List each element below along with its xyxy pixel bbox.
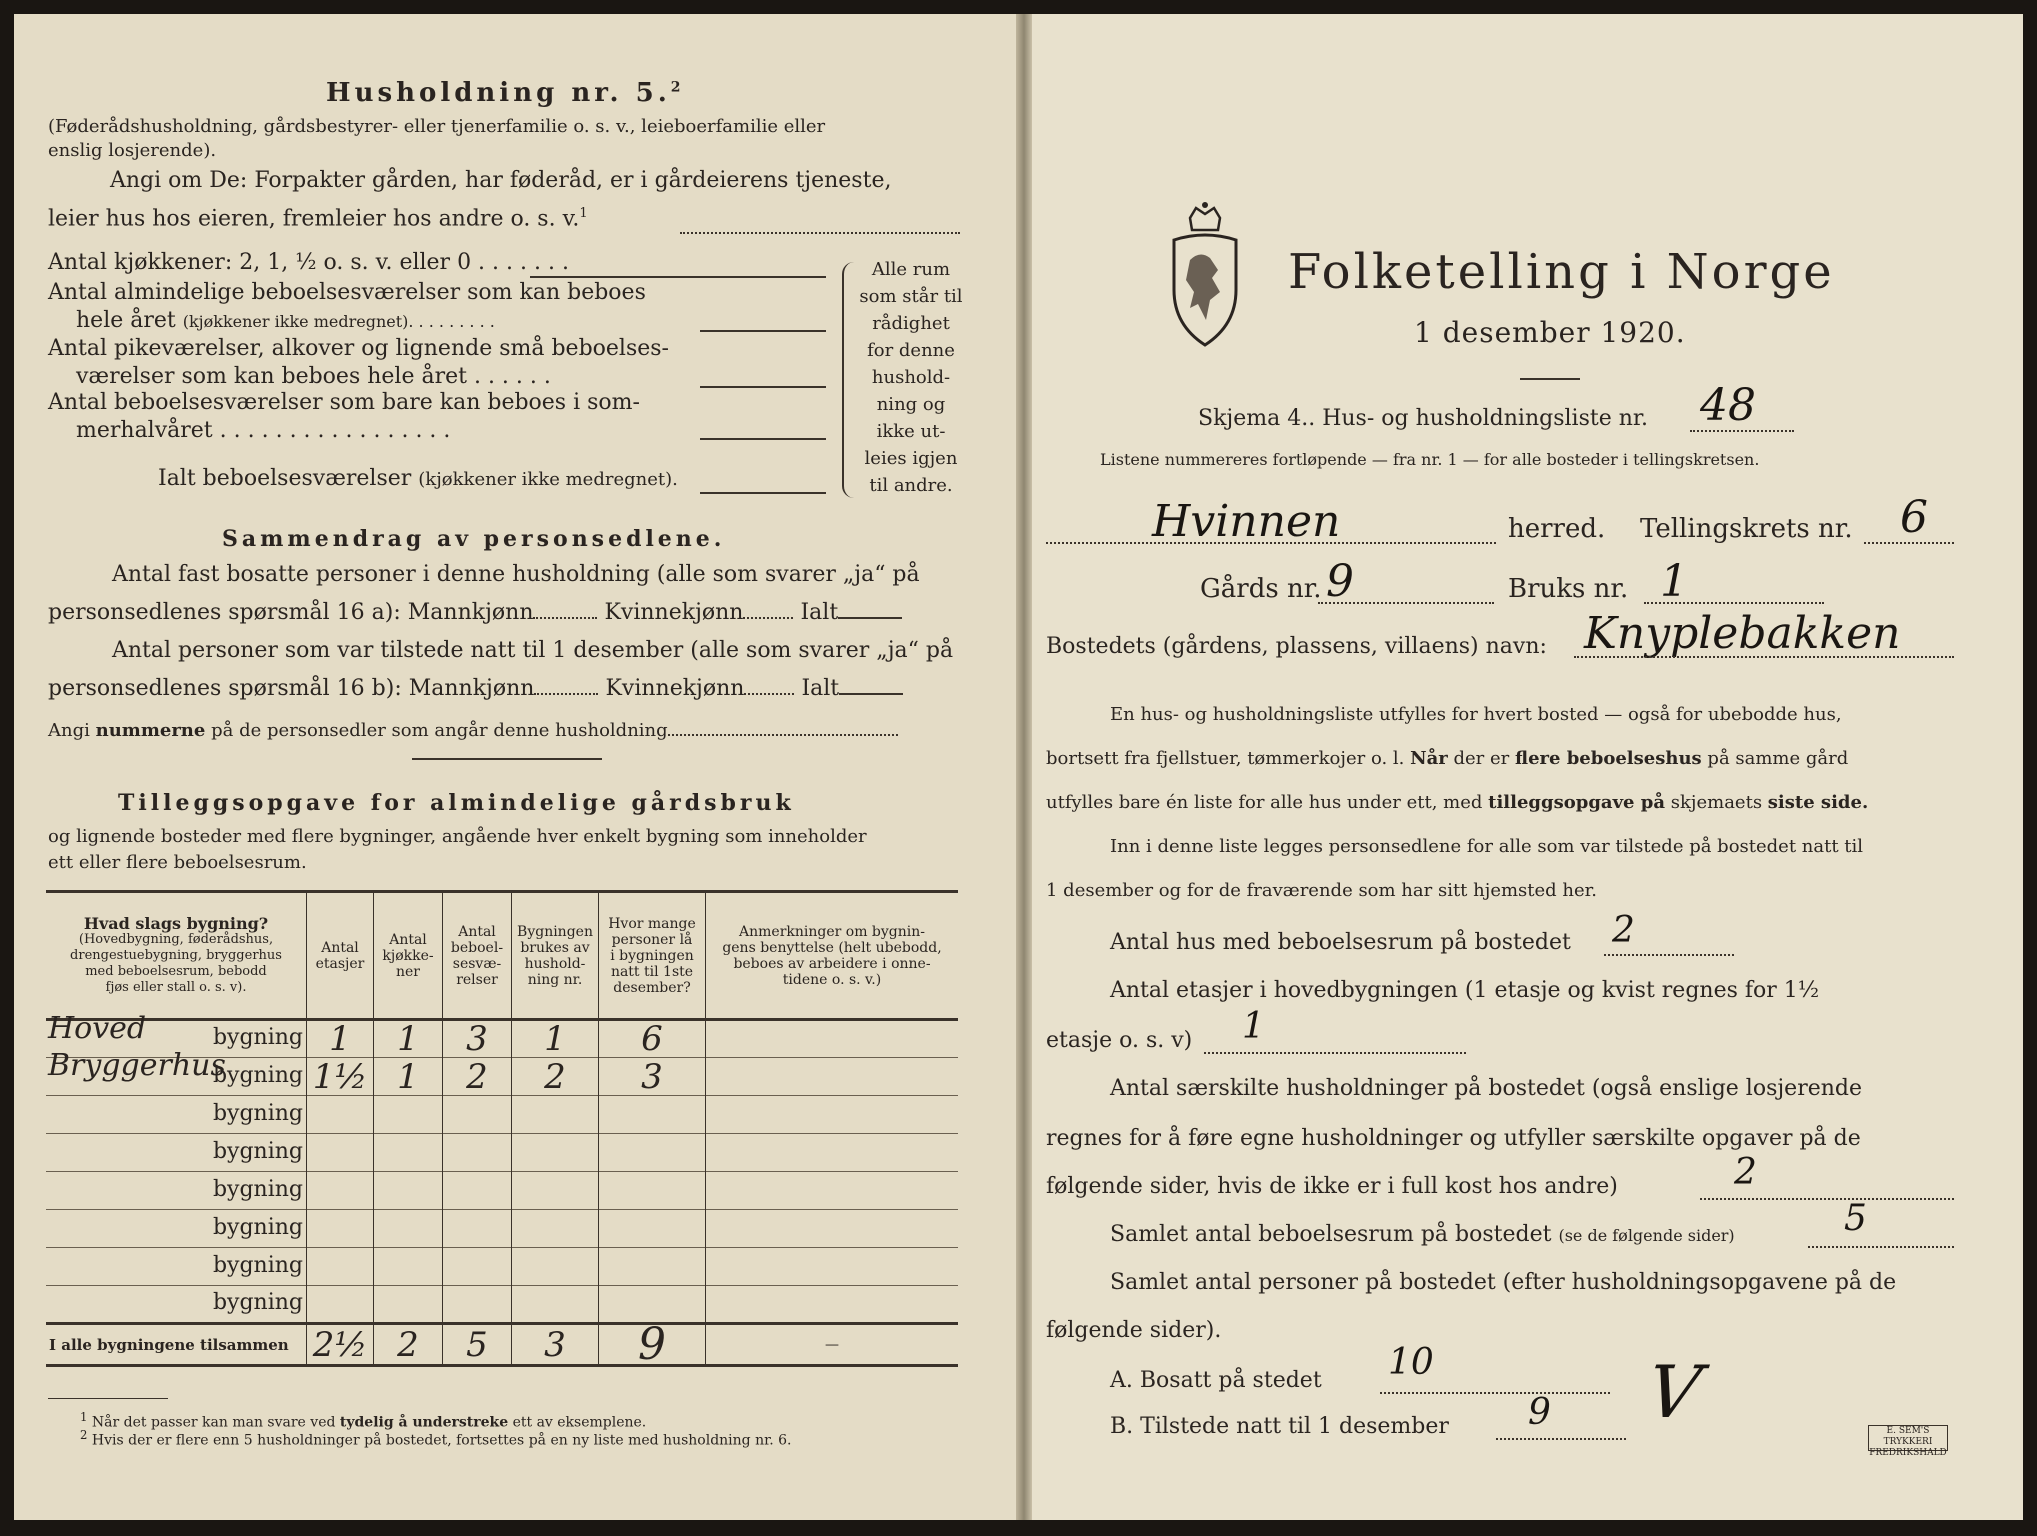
sarskilte-line: [1700, 1198, 1954, 1200]
col-kjokkener: Antal kjøkke- ner: [374, 892, 443, 1020]
etasjer-cell[interactable]: [307, 1210, 374, 1248]
title-divider: [1520, 378, 1580, 380]
coat-of-arms-icon: [1160, 200, 1250, 350]
anm-cell[interactable]: [706, 1248, 959, 1286]
table-row: [46, 1172, 958, 1210]
sarskilte-label-3: følgende sider, hvis de ikke er i full kost hos andre): [1046, 1174, 1618, 1199]
hush-cell[interactable]: 1: [512, 1020, 599, 1058]
vaerelser-cell[interactable]: [443, 1172, 512, 1210]
etasjer-cell[interactable]: [307, 1096, 374, 1134]
total-anm[interactable]: —: [706, 1324, 959, 1366]
section-divider: [412, 758, 602, 760]
bygning-label: bygning: [212, 1176, 303, 1202]
form-title: Folketelling i Norge: [1288, 244, 1835, 300]
personer-cell[interactable]: [599, 1096, 706, 1134]
etasjer-label-1: Antal etasjer i hovedbygningen (1 etasje og kvist regnes for 1½: [1110, 978, 1820, 1003]
bygning-label: bygning: [212, 1290, 303, 1315]
hush-cell[interactable]: [512, 1210, 599, 1248]
hus-value[interactable]: 2: [1612, 910, 1635, 951]
footnote-2: $^2$ Hvis der er flere enn 5 husholdninger på bostedet, fortsettes på en ny liste med husholdning nr. 6.: [80, 1428, 792, 1449]
personer-cell[interactable]: [599, 1210, 706, 1248]
angi-line-1: Angi om De: Forpakter gården, har føderåd, er i gårdeierens tjeneste,: [110, 168, 892, 193]
total-kjokkener[interactable]: 2: [374, 1324, 443, 1366]
pike-label-1: Antal pikeværelser, alkover og lignende små beboelses-: [48, 336, 669, 361]
fast-line-2: personsedlenes spørsmål 16 a): Mannkjønn Kvinnekjønn Ialt: [48, 600, 902, 625]
hus-label: Antal hus med beboelsesrum på bostedet: [1110, 930, 1571, 955]
total-hush[interactable]: 3: [512, 1324, 599, 1366]
building-name-cell[interactable]: [46, 1172, 307, 1210]
anm-cell[interactable]: [706, 1172, 959, 1210]
samlet-rum-value[interactable]: 5: [1844, 1198, 1867, 1239]
angi-answer-line[interactable]: [680, 232, 960, 234]
tilstede-line-1: Antal personer som var tilstede natt til 1 desember (alle som svarer „ja“ på: [112, 638, 954, 663]
form-date: 1 desember 1920.: [1414, 316, 1686, 349]
tilstede-label: B. Tilstede natt til 1 desember: [1110, 1414, 1449, 1439]
kjokkener-cell[interactable]: [374, 1134, 443, 1172]
kjokkener-field[interactable]: [530, 276, 826, 278]
sarskilte-label-2: regnes for å føre egne husholdninger og utfyller særskilte opgaver på de: [1046, 1126, 1861, 1151]
hush-cell[interactable]: [512, 1248, 599, 1286]
table-row: [46, 1210, 958, 1248]
building-name-cell[interactable]: [46, 1134, 307, 1172]
building-name: Hoved: [48, 1011, 147, 1046]
col-beboelses: Antal beboel- sesvæ- relser: [443, 892, 512, 1020]
table-row: [46, 1248, 958, 1286]
sarskilte-value[interactable]: 2: [1734, 1152, 1757, 1193]
total-label: I alle bygningene tilsammen: [49, 1335, 289, 1354]
etasjer-line: [1204, 1052, 1466, 1054]
building-name-cell[interactable]: [46, 1210, 307, 1248]
herred-value[interactable]: Hvinnen: [1152, 496, 1341, 547]
bygning-label: bygning: [212, 1062, 303, 1088]
kjokkener-label: Antal kjøkkener: 2, 1, ½ o. s. v. eller 0 . . . . . . .: [48, 250, 569, 275]
anm-cell[interactable]: [706, 1020, 959, 1058]
para1-b: bortsett fra fjellstuer, tømmerkojer o. l. Når der er flere beboelseshus på samme gård: [1046, 748, 1849, 769]
tilstede-line: [1496, 1438, 1626, 1440]
nummerne-line: Angi nummerne på de personsedler som angår denne husholdning: [48, 720, 898, 741]
tellingskrets-line: [1864, 542, 1954, 544]
hus-line: [1604, 954, 1734, 956]
para1-a: En hus- og husholdningsliste utfylles for hvert bosted — også for ubebodde hus,: [1110, 704, 1842, 725]
checkmark-icon: V: [1642, 1350, 1706, 1434]
tillegg-sub-1: og lignende bosteder med flere bygninger, angående hver enkelt bygning som inneholder: [48, 826, 867, 847]
building-name: Bryggerhus: [48, 1048, 226, 1083]
listene-note: Listene nummereres fortløpende — fra nr. 1 — for alle bosteder i tellingskretsen.: [1100, 450, 1760, 469]
bygning-label: bygning: [212, 1100, 303, 1126]
almindelige-label-1: Antal almindelige beboelsesværelser som kan beboes: [48, 280, 646, 305]
table-row: [46, 1096, 958, 1134]
personer-cell[interactable]: [599, 1134, 706, 1172]
sommer-label-2: merhalvåret . . . . . . . . . . . . . . . . .: [76, 418, 451, 443]
page-fold: [1016, 14, 1032, 1520]
tellingskrets-label: Tellingskrets nr.: [1640, 514, 1853, 544]
skjema-nr-value[interactable]: 48: [1700, 380, 1756, 431]
vaerelser-cell[interactable]: 3: [443, 1020, 512, 1058]
bosatt-label: A. Bosatt på stedet: [1110, 1368, 1322, 1393]
bygning-label: bygning: [212, 1025, 303, 1050]
hush-cell[interactable]: 2: [512, 1058, 599, 1096]
husholdning-subtitle: (Føderådshusholdning, gårdsbestyrer- eller tjenerfamilie o. s. v., leieboerfamilie eller: [48, 116, 826, 137]
vaerelser-cell[interactable]: [443, 1248, 512, 1286]
etasjer-cell[interactable]: [307, 1286, 374, 1324]
bosted-label: Bostedets (gårdens, plassens, villaens) navn:: [1046, 634, 1547, 659]
sommer-label-1: Antal beboelsesværelser som bare kan beboes i som-: [48, 390, 640, 415]
hush-cell[interactable]: [512, 1172, 599, 1210]
gards-line: [1318, 602, 1494, 604]
kjokkener-cell[interactable]: 1: [374, 1020, 443, 1058]
building-name-cell[interactable]: [46, 1286, 307, 1324]
ialt-vaerelser-field[interactable]: [700, 492, 826, 494]
gards-label: Gårds nr.: [1200, 574, 1322, 604]
tillegg-sub-2: ett eller flere beboelsesrum.: [48, 852, 307, 873]
sommer-field[interactable]: [700, 438, 826, 440]
total-personer[interactable]: 9: [599, 1324, 706, 1366]
col-anmerkninger: Anmerkninger om bygnin- gens benyttelse (helt ubebodd, beboes av arbeidere i onne- tidene o. s. v.): [706, 892, 959, 1020]
vaerelser-cell[interactable]: [443, 1286, 512, 1324]
ialt-vaerelser-label: Ialt beboelsesværelser (kjøkkener ikke medregnet).: [158, 466, 678, 491]
anm-cell[interactable]: [706, 1058, 959, 1096]
table-row: [46, 1134, 958, 1172]
sarskilte-label-1: Antal særskilte husholdninger på bostedet (også enslige losjerende: [1110, 1076, 1863, 1101]
bygning-label: bygning: [212, 1252, 303, 1278]
hush-cell[interactable]: [512, 1286, 599, 1324]
tillegg-title: Tilleggsopgave for almindelige gårdsbruk: [118, 790, 795, 816]
samlet-pers-label-1: Samlet antal personer på bostedet (efter husholdningsopgavene på de: [1110, 1270, 1897, 1295]
printer-stamp: E. SEM'S TRYKKERI FREDRIKSHALD: [1869, 1426, 1947, 1458]
building-name-cell[interactable]: [46, 1096, 307, 1134]
tilstede-value[interactable]: 9: [1528, 1392, 1551, 1433]
footnote-1: $^1$ Når det passer kan man svare ved tydelig å understreke ett av eksemplene.: [80, 1410, 647, 1431]
hush-cell[interactable]: [512, 1134, 599, 1172]
total-vaerelser[interactable]: 5: [443, 1324, 512, 1366]
kjokkener-cell[interactable]: [374, 1286, 443, 1324]
personer-cell[interactable]: [599, 1248, 706, 1286]
pike-label-2: værelser som kan beboes hele året . . . . . .: [76, 364, 551, 389]
vaerelser-cell[interactable]: [443, 1134, 512, 1172]
tellingskrets-value[interactable]: 6: [1900, 492, 1928, 543]
fast-line-1: Antal fast bosatte personer i denne husholdning (alle som svarer „ja“ på: [112, 562, 920, 587]
building-name-cell[interactable]: [46, 1248, 307, 1286]
personer-cell[interactable]: 3: [599, 1058, 706, 1096]
brace: [842, 262, 854, 498]
samlet-rum-line: [1808, 1246, 1954, 1248]
husholdning-title: Husholdning nr. 5.$^2$: [326, 78, 685, 108]
etasjer-cell[interactable]: [307, 1248, 374, 1286]
etasjer-value[interactable]: 1: [1242, 1006, 1265, 1047]
col-hvad: Hvad slags bygning? (Hovedbygning, føderådshus, drengestuebygning, bryggerhus med beboelsesrum, bebodd fjøs eller stall o. s. v).: [70, 913, 282, 995]
col-personer: Hvor mange personer lå i bygningen natt til 1ste desember?: [599, 892, 706, 1020]
para1-c: utfylles bare én liste for alle hus under ett, med tilleggsopgave på skjemaets siste side.: [1046, 792, 1869, 813]
anm-cell[interactable]: [706, 1286, 959, 1324]
bosatt-value[interactable]: 10: [1388, 1342, 1434, 1383]
col-husholdning: Bygningen brukes av hushold- ning nr.: [512, 892, 599, 1020]
samlet-pers-label-2: følgende sider).: [1046, 1318, 1222, 1343]
kjokkener-cell[interactable]: [374, 1210, 443, 1248]
anm-cell[interactable]: [706, 1096, 959, 1134]
skjema-nr-line: [1690, 430, 1794, 432]
bruks-value[interactable]: 1: [1660, 556, 1688, 607]
husholdning-subtitle-2: enslig losjerende).: [48, 140, 217, 161]
kjokkener-cell[interactable]: [374, 1248, 443, 1286]
vaerelser-cell[interactable]: [443, 1096, 512, 1134]
building-name-cell[interactable]: [46, 1048, 307, 1096]
herred-line: [1046, 542, 1496, 544]
gards-value[interactable]: 9: [1326, 556, 1354, 607]
footnote-rule: [48, 1398, 168, 1399]
herred-label: herred.: [1508, 514, 1606, 544]
personer-cell[interactable]: 6: [599, 1020, 706, 1058]
bosted-line: [1574, 656, 1954, 658]
hush-cell[interactable]: [512, 1096, 599, 1134]
anm-cell[interactable]: [706, 1210, 959, 1248]
personer-cell[interactable]: [599, 1286, 706, 1324]
skjema-label: Skjema 4.. Hus- og husholdningsliste nr.: [1198, 406, 1648, 431]
bruks-label: Bruks nr.: [1508, 574, 1629, 604]
etasjer-cell[interactable]: [307, 1134, 374, 1172]
bygning-label: bygning: [212, 1138, 303, 1164]
samlet-rum-label: Samlet antal beboelsesrum på bostedet (se de følgende sider): [1110, 1222, 1735, 1247]
para2-b: 1 desember og for de fraværende som har sitt hjemsted her.: [1046, 880, 1597, 901]
col-etasjer: Antal etasjer: [307, 892, 374, 1020]
kjokkener-cell[interactable]: 1: [374, 1058, 443, 1096]
vaerelser-cell[interactable]: [443, 1210, 512, 1248]
bosatt-line: [1380, 1392, 1610, 1394]
almindelige-label-2: hele året (kjøkkener ikke medregnet). . . . . . . . .: [76, 308, 495, 333]
tilstede-line-2: personsedlenes spørsmål 16 b): Mannkjønn Kvinnekjønn Ialt: [48, 676, 903, 701]
angi-line-2: leier hus hos eieren, fremleier hos andre o. s. v.$^1$: [48, 206, 588, 232]
anm-cell[interactable]: [706, 1134, 959, 1172]
vaerelser-cell[interactable]: 2: [443, 1058, 512, 1096]
almindelige-field[interactable]: [700, 330, 826, 332]
table-row: [46, 1286, 958, 1324]
table-row: [46, 1058, 958, 1096]
para2-a: Inn i denne liste legges personsedlene for alle som var tilstede på bostedet natt til: [1110, 836, 1864, 857]
bruks-line: [1644, 602, 1824, 604]
pike-field[interactable]: [700, 386, 826, 388]
side-note: Alle rum som står til rådighet for denne hushold- ning og ikke ut- leies igjen til andre.: [859, 259, 963, 496]
sammendrag-title: Sammendrag av personsedlene.: [222, 526, 726, 552]
etasjer-cell[interactable]: 1½: [307, 1058, 374, 1096]
kjokkener-cell[interactable]: [374, 1096, 443, 1134]
bosted-value[interactable]: Knyplebakken: [1584, 608, 1901, 659]
building-table: [46, 890, 958, 1370]
bygning-label: bygning: [212, 1214, 303, 1240]
personer-cell[interactable]: [599, 1172, 706, 1210]
kjokkener-cell[interactable]: [374, 1172, 443, 1210]
etasjer-cell[interactable]: 1: [307, 1020, 374, 1058]
etasjer-label-2: etasje o. s. v): [1046, 1028, 1193, 1053]
total-etasjer[interactable]: 2½: [307, 1324, 374, 1366]
total-row: [46, 1324, 958, 1366]
etasjer-cell[interactable]: [307, 1172, 374, 1210]
